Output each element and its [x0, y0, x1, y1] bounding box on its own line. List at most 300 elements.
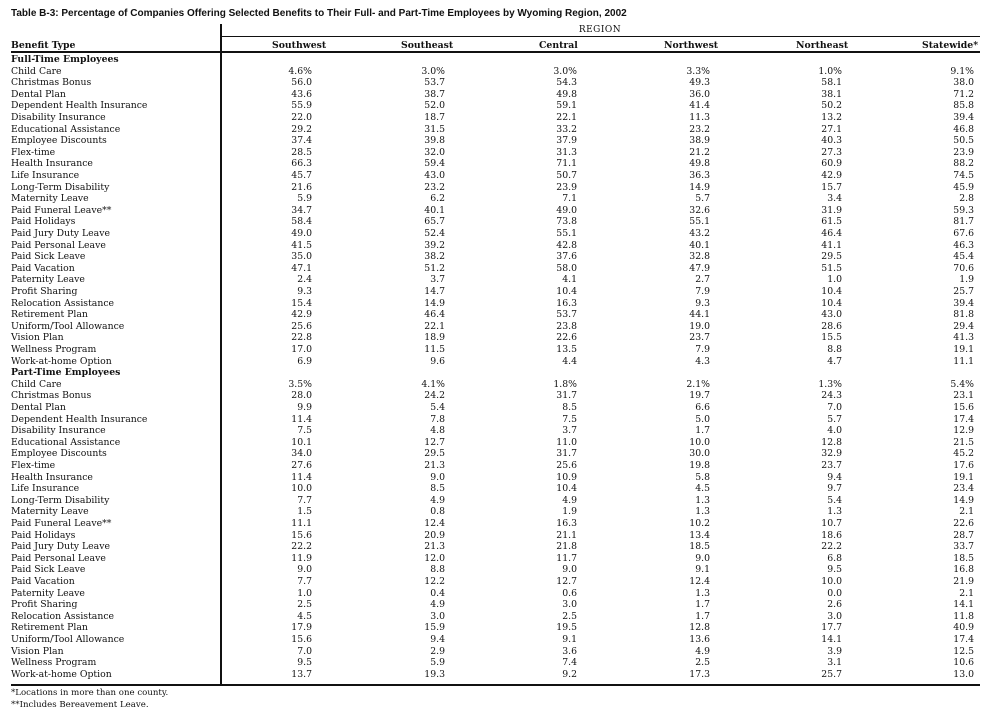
benefit-label: Disability Insurance: [11, 112, 106, 123]
table-cell: 39.8: [424, 135, 445, 147]
table-cell: 3.1: [827, 657, 842, 669]
table-cell: 11.4: [291, 471, 312, 483]
table-cell: 7.0: [297, 645, 312, 657]
table-cell: 14.7: [424, 286, 445, 297]
table-cell: 7.7: [297, 494, 312, 506]
table-cell: 40.9: [953, 622, 974, 634]
benefit-label: Educational Assistance: [11, 123, 121, 135]
table-cell: 3.0: [562, 599, 577, 611]
table-cell: 6.2: [430, 193, 445, 205]
table-row: [0, 518, 1006, 530]
benefit-label: Long-Term Disability: [11, 181, 110, 193]
table-row: [0, 646, 1006, 658]
benefit-label: Paternity Leave: [11, 587, 85, 599]
table-cell: 4.9: [430, 599, 445, 611]
benefit-label: Employee Discounts: [11, 448, 107, 460]
table-cell: 15.4: [291, 297, 312, 309]
table-cell: 4.1%: [421, 378, 445, 390]
table-cell: 0.4: [430, 587, 445, 599]
table-cell: 59.4: [424, 158, 445, 170]
table-cell: 12.8: [821, 436, 842, 448]
table-cell: 25.6: [291, 320, 312, 332]
table-cell: 19.1: [953, 471, 974, 483]
table-cell: 9.2: [562, 668, 577, 680]
benefit-label: Health Insurance: [11, 158, 93, 170]
table-cell: 6.9: [297, 355, 312, 367]
table-cell: 4.3: [695, 355, 710, 367]
table-cell: 60.9: [821, 158, 842, 170]
table-cell: 55.1: [689, 216, 710, 228]
table-cell: 24.2: [424, 390, 445, 402]
table-row: [0, 495, 1006, 507]
table-cell: 39.4: [953, 297, 974, 309]
table-row: [0, 437, 1006, 449]
table-cell: 23.7: [689, 332, 710, 344]
table-cell: 22.1: [424, 320, 445, 332]
table-cell: 25.7: [821, 668, 842, 680]
table-cell: 41.5: [291, 239, 312, 251]
table-cell: 12.4: [424, 518, 445, 529]
table-cell: 49.3: [689, 77, 710, 89]
table-cell: 23.9: [953, 146, 974, 158]
benefit-label: Flex-time: [11, 146, 56, 158]
table-cell: 3.7: [430, 274, 445, 286]
table-cell: 4.9: [562, 494, 577, 506]
table-cell: 18.9: [424, 332, 445, 344]
table-cell: 35.0: [291, 251, 312, 263]
table-row: [0, 611, 1006, 623]
table-cell: 14.1: [821, 634, 842, 645]
table-cell: 50.2: [821, 100, 842, 112]
table-cell: 34.0: [291, 448, 312, 460]
table-row: [0, 576, 1006, 588]
column-header-northwest: Northwest: [664, 40, 719, 51]
table-cell: 45.9: [953, 181, 974, 193]
benefit-label: Uniform/Tool Allowance: [11, 634, 125, 645]
table-cell: 9.7: [827, 483, 842, 495]
table-cell: 17.7: [821, 622, 842, 634]
table-row: [0, 77, 1006, 89]
table-cell: 9.0: [695, 552, 710, 564]
table-cell: 12.4: [689, 576, 710, 587]
table-cell: 4.7: [827, 355, 842, 367]
benefit-label: Paid Holidays: [11, 216, 76, 228]
table-cell: 5.4: [827, 494, 842, 506]
table-cell: 21.8: [556, 541, 577, 553]
table-cell: 4.0: [827, 425, 842, 437]
table-cell: 9.3: [695, 297, 710, 309]
table-row: [0, 564, 1006, 576]
table-cell: 8.5: [562, 402, 577, 413]
table-cell: 3.5%: [288, 378, 312, 390]
table-cell: 51.2: [424, 262, 445, 274]
table-cell: 46.8: [953, 123, 974, 135]
table-cell: 7.5: [562, 413, 577, 425]
table-cell: 19.0: [689, 320, 710, 332]
table-cell: 71.1: [556, 158, 577, 170]
table-cell: 3.3%: [686, 65, 710, 77]
benefit-label: Child Care: [11, 65, 62, 77]
benefit-label: Christmas Bonus: [11, 77, 92, 89]
table-cell: 2.1: [959, 506, 974, 518]
table-cell: 22.6: [953, 518, 974, 529]
table-cell: 58.1: [821, 77, 842, 89]
table-cell: 52.4: [424, 228, 445, 239]
table-row: [0, 100, 1006, 112]
table-cell: 15.5: [821, 332, 842, 344]
table-cell: 27.6: [291, 460, 312, 471]
table-cell: 36.3: [689, 170, 710, 181]
table-cell: 8.5: [430, 483, 445, 495]
table-cell: 67.6: [953, 228, 974, 239]
table-cell: 9.1: [695, 564, 710, 576]
table-cell: 22.2: [821, 541, 842, 553]
table-cell: 49.0: [556, 204, 577, 216]
table-cell: 0.0: [827, 587, 842, 599]
benefit-label: Relocation Assistance: [11, 610, 115, 622]
benefit-label: Health Insurance: [11, 471, 93, 483]
table-cell: 2.5: [695, 657, 710, 669]
table-cell: 58.4: [291, 216, 312, 228]
table-cell: 6.8: [827, 552, 842, 564]
table-cell: 17.4: [953, 413, 974, 425]
table-cell: 40.1: [689, 239, 710, 251]
table-cell: 7.9: [695, 344, 710, 355]
table-row: [0, 240, 1006, 252]
table-cell: 22.8: [291, 332, 312, 344]
table-row: [0, 622, 1006, 634]
benefit-label: Dental Plan: [11, 402, 66, 413]
table-cell: 12.7: [424, 436, 445, 448]
table-cell: 42.8: [556, 239, 577, 251]
table-cell: 9.1%: [950, 65, 974, 77]
table-row: [0, 66, 1006, 78]
benefit-label: Maternity Leave: [11, 193, 89, 205]
table-cell: 10.4: [821, 297, 842, 309]
table-cell: 56.0: [291, 77, 312, 89]
table-row: [0, 402, 1006, 414]
table-cell: 15.6: [291, 634, 312, 645]
table-cell: 54.3: [556, 77, 577, 89]
table-cell: 1.3%: [818, 378, 842, 390]
table-cell: 7.0: [827, 402, 842, 413]
table-cell: 4.8: [430, 425, 445, 437]
table-cell: 10.9: [556, 471, 577, 483]
table-row: [0, 182, 1006, 194]
table-cell: 47.1: [291, 262, 312, 274]
table-cell: 14.9: [953, 494, 974, 506]
table-cell: 18.7: [424, 112, 445, 123]
table-cell: 14.1: [953, 599, 974, 611]
table-row: [0, 657, 1006, 669]
table-cell: 42.9: [291, 309, 312, 321]
table-cell: 43.6: [291, 88, 312, 100]
table-cell: 19.5: [556, 622, 577, 634]
table-cell: 40.1: [424, 204, 445, 216]
benefit-label: Dependent Health Insurance: [11, 100, 148, 112]
table-row: [0, 274, 1006, 286]
table-cell: 45.2: [953, 448, 974, 460]
table-cell: 13.2: [821, 112, 842, 123]
table-row: [0, 135, 1006, 147]
table-cell: 1.3: [695, 587, 710, 599]
table-row: [0, 390, 1006, 402]
table-row: [0, 147, 1006, 159]
table-cell: 7.1: [562, 193, 577, 205]
row-header-benefit-type: Benefit Type: [11, 40, 76, 51]
table-cell: 14.9: [424, 297, 445, 309]
table-cell: 37.6: [556, 251, 577, 263]
table-cell: 9.5: [297, 657, 312, 669]
table-cell: 43.0: [424, 170, 445, 181]
table-cell: 29.5: [424, 448, 445, 460]
table-cell: 11.5: [424, 344, 445, 355]
table-cell: 13.0: [953, 668, 974, 680]
benefit-label: Employee Discounts: [11, 135, 107, 147]
table-cell: 22.6: [556, 332, 577, 344]
table-cell: 16.3: [556, 297, 577, 309]
table-cell: 24.3: [821, 390, 842, 402]
benefit-label: Vision Plan: [11, 645, 64, 657]
table-cell: 40.3: [821, 135, 842, 147]
table-cell: 23.2: [689, 123, 710, 135]
table-row: [0, 158, 1006, 170]
table-cell: 1.8%: [553, 378, 577, 390]
table-cell: 18.5: [689, 541, 710, 553]
table-cell: 8.8: [827, 344, 842, 355]
benefit-label: Paid Jury Duty Leave: [11, 228, 110, 239]
table-cell: 21.2: [689, 146, 710, 158]
benefit-label: Profit Sharing: [11, 599, 78, 611]
table-cell: 1.3: [695, 506, 710, 518]
table-cell: 9.0: [430, 471, 445, 483]
table-cell: 31.9: [821, 204, 842, 216]
table-cell: 1.7: [695, 610, 710, 622]
table-cell: 5.9: [297, 193, 312, 205]
table-cell: 4.4: [562, 355, 577, 367]
benefit-label: Vision Plan: [11, 332, 64, 344]
table-cell: 2.6: [827, 599, 842, 611]
table-row: [0, 298, 1006, 310]
benefit-label: Profit Sharing: [11, 286, 78, 297]
table-cell: 4.5: [297, 610, 312, 622]
table-cell: 4.1: [562, 274, 577, 286]
table-row: [0, 89, 1006, 101]
table-cell: 39.4: [953, 112, 974, 123]
table-cell: 9.6: [430, 355, 445, 367]
table-cell: 3.9: [827, 645, 842, 657]
table-row: [0, 356, 1006, 368]
table-cell: 31.3: [556, 146, 577, 158]
table-cell: 29.4: [953, 320, 974, 332]
table-cell: 5.9: [430, 657, 445, 669]
footnote-bereavement: **Includes Bereavement Leave.: [11, 700, 149, 710]
table-row: [0, 251, 1006, 263]
table-cell: 2.7: [695, 274, 710, 286]
table-cell: 73.8: [556, 216, 577, 228]
table-cell: 38.7: [424, 88, 445, 100]
table-cell: 17.9: [291, 622, 312, 634]
table-cell: 32.6: [689, 204, 710, 216]
column-header-southeast: Southeast: [401, 40, 454, 51]
benefit-label: Christmas Bonus: [11, 390, 92, 402]
table-cell: 10.0: [291, 483, 312, 495]
table-cell: 17.6: [953, 460, 974, 471]
table-cell: 10.0: [821, 576, 842, 587]
table-cell: 2.4: [297, 274, 312, 286]
table-cell: 13.6: [689, 634, 710, 645]
table-row: [0, 112, 1006, 124]
table-cell: 59.3: [953, 204, 974, 216]
table-row: [0, 321, 1006, 333]
table-cell: 2.5: [562, 610, 577, 622]
table-cell: 7.4: [562, 657, 577, 669]
table-cell: 2.5: [297, 599, 312, 611]
table-cell: 32.8: [689, 251, 710, 263]
table-cell: 33.7: [953, 541, 974, 553]
table-cell: 10.1: [291, 436, 312, 448]
section-header: Part-Time Employees: [11, 367, 121, 379]
table-cell: 23.4: [953, 483, 974, 495]
table-cell: 1.7: [695, 599, 710, 611]
table-cell: 46.4: [424, 309, 445, 321]
table-cell: 49.8: [556, 88, 577, 100]
benefit-label: Paid Sick Leave: [11, 564, 86, 576]
table-cell: 9.5: [827, 564, 842, 576]
table-row: [0, 460, 1006, 472]
table-row: [0, 541, 1006, 553]
table-title: Table B-3: Percentage of Companies Offering Selected Benefits to Their Full- and Part-Time Employees by Wyoming Region, 2002: [11, 8, 627, 19]
table-cell: 3.4: [827, 193, 842, 205]
benefit-label: Wellness Program: [11, 657, 97, 669]
table-cell: 3.0%: [553, 65, 577, 77]
benefit-label: Work-at-home Option: [11, 355, 112, 367]
table-cell: 5.4%: [950, 378, 974, 390]
table-cell: 0.8: [430, 506, 445, 518]
table-cell: 1.3: [695, 494, 710, 506]
table-cell: 11.8: [953, 610, 974, 622]
table-cell: 33.2: [556, 123, 577, 135]
table-cell: 28.6: [821, 320, 842, 332]
table-cell: 31.5: [424, 123, 445, 135]
table-cell: 5.7: [695, 193, 710, 205]
table-cell: 15.6: [953, 402, 974, 413]
table-cell: 16.3: [556, 518, 577, 529]
table-cell: 45.4: [953, 251, 974, 263]
table-cell: 12.8: [689, 622, 710, 634]
table-cell: 21.6: [291, 181, 312, 193]
benefit-label: Maternity Leave: [11, 506, 89, 518]
benefit-label: Flex-time: [11, 460, 56, 471]
table-cell: 19.7: [689, 390, 710, 402]
benefit-label: Dependent Health Insurance: [11, 413, 148, 425]
benefit-label: Dental Plan: [11, 88, 66, 100]
table-cell: 10.4: [556, 483, 577, 495]
table-cell: 4.5: [695, 483, 710, 495]
header-rule: [11, 51, 980, 53]
table-cell: 3.0: [827, 610, 842, 622]
table-cell: 3.7: [562, 425, 577, 437]
table-cell: 29.5: [821, 251, 842, 263]
table-row: [0, 228, 1006, 240]
table-cell: 10.7: [821, 518, 842, 529]
table-cell: 6.6: [695, 402, 710, 413]
table-cell: 85.8: [953, 100, 974, 112]
table-cell: 13.4: [689, 529, 710, 541]
table-cell: 21.3: [424, 541, 445, 553]
benefit-label: Long-Term Disability: [11, 494, 110, 506]
table-row: [0, 599, 1006, 611]
benefit-label: Paid Holidays: [11, 529, 76, 541]
table-cell: 1.0: [297, 587, 312, 599]
table-row: [0, 193, 1006, 205]
table-cell: 44.1: [689, 309, 710, 321]
table-cell: 7.7: [297, 576, 312, 587]
table-cell: 19.1: [953, 344, 974, 355]
table-cell: 81.8: [953, 309, 974, 321]
table-cell: 53.7: [424, 77, 445, 89]
table-cell: 3.0: [430, 610, 445, 622]
table-cell: 17.0: [291, 344, 312, 355]
table-row: [0, 448, 1006, 460]
table-cell: 15.7: [821, 181, 842, 193]
table-cell: 5.7: [827, 413, 842, 425]
table-row: [0, 553, 1006, 565]
table-cell: 74.5: [953, 170, 974, 181]
table-cell: 43.2: [689, 228, 710, 239]
table-cell: 46.3: [953, 239, 974, 251]
table-cell: 39.2: [424, 239, 445, 251]
table-cell: 1.9: [562, 506, 577, 518]
table-cell: 20.9: [424, 529, 445, 541]
table-cell: 19.8: [689, 460, 710, 471]
table-cell: 9.0: [297, 564, 312, 576]
benefit-label: Life Insurance: [11, 483, 80, 495]
table-cell: 3.0%: [421, 65, 445, 77]
table-row: [0, 216, 1006, 228]
table-cell: 32.9: [821, 448, 842, 460]
table-cell: 12.9: [953, 425, 974, 437]
table-cell: 41.3: [953, 332, 974, 344]
benefit-label: Child Care: [11, 378, 62, 390]
table-cell: 10.4: [821, 286, 842, 297]
table-cell: 1.7: [695, 425, 710, 437]
table-cell: 5.8: [695, 471, 710, 483]
table-cell: 5.4: [430, 402, 445, 413]
benefit-label: Relocation Assistance: [11, 297, 115, 309]
table-cell: 7.9: [695, 286, 710, 297]
table-cell: 11.0: [556, 436, 577, 448]
table-cell: 30.0: [689, 448, 710, 460]
table-cell: 15.6: [291, 529, 312, 541]
table-cell: 9.9: [297, 402, 312, 413]
table-cell: 65.7: [424, 216, 445, 228]
table-cell: 13.7: [291, 668, 312, 680]
table-row: [0, 506, 1006, 518]
table-row: [0, 205, 1006, 217]
table-cell: 12.2: [424, 576, 445, 587]
table-cell: 28.0: [291, 390, 312, 402]
table-cell: 31.7: [556, 390, 577, 402]
table-cell: 1.0%: [818, 65, 842, 77]
table-cell: 11.4: [291, 413, 312, 425]
table-cell: 23.1: [953, 390, 974, 402]
table-cell: 11.9: [291, 552, 312, 564]
benefit-label: Life Insurance: [11, 170, 80, 181]
benefit-label: Educational Assistance: [11, 436, 121, 448]
table-cell: 21.9: [953, 576, 974, 587]
table-cell: 1.9: [959, 274, 974, 286]
